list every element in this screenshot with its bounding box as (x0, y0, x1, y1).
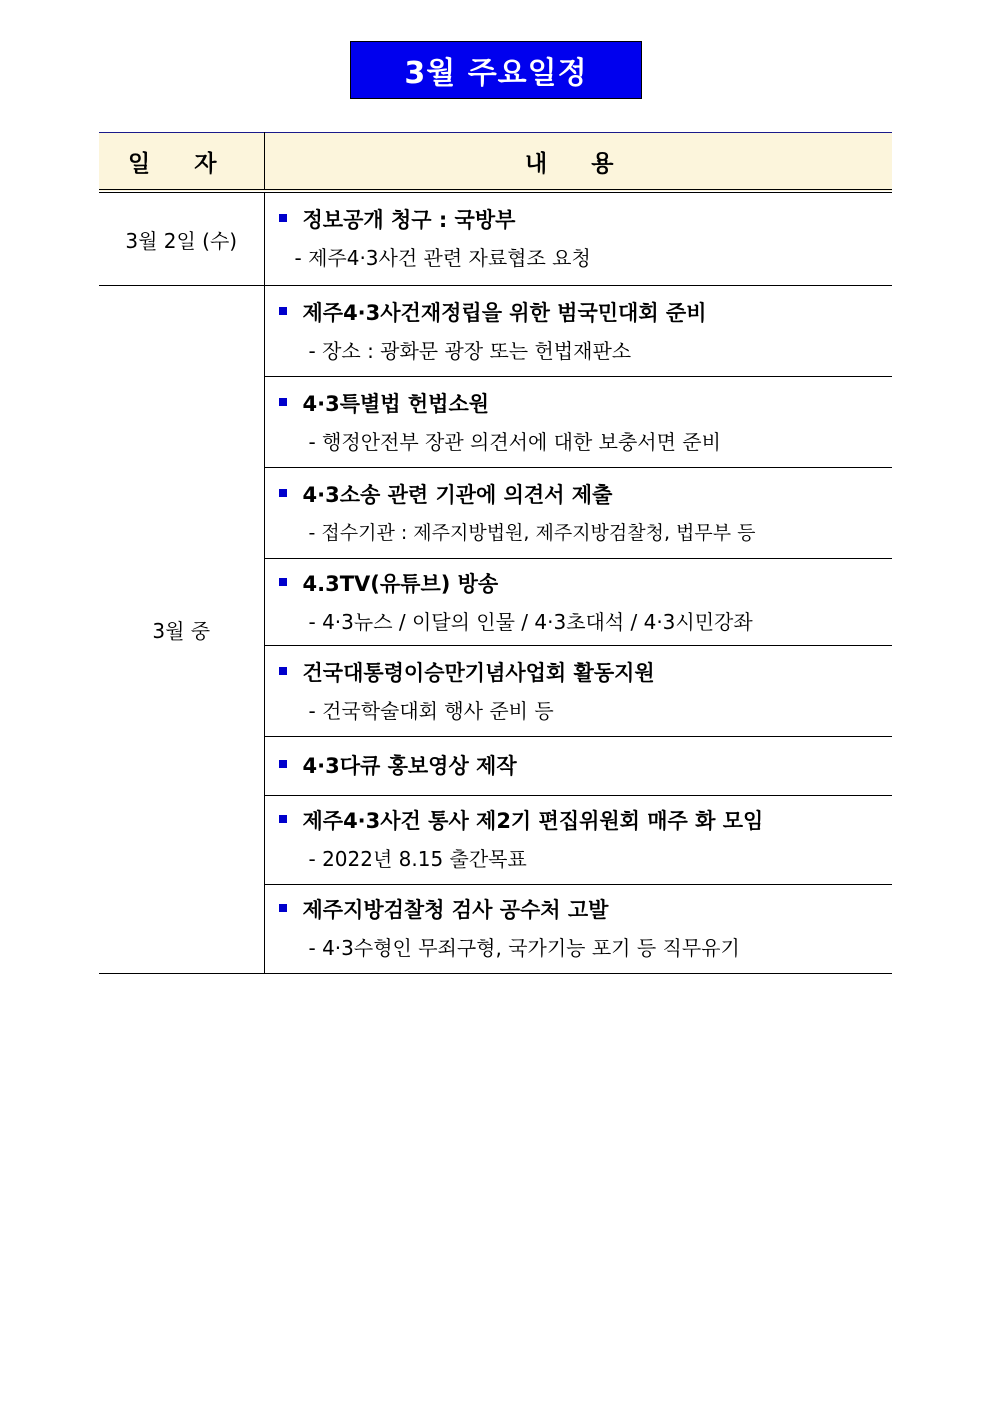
content-cell (264, 191, 892, 286)
item-heading: 4·3특별법 헌법소원 (279, 389, 893, 419)
header-content: 내 용 (264, 133, 892, 192)
item-detail: - 접수기관 : 제주지방법원, 제주지방검찰청, 법무부 등 (308, 522, 756, 544)
content-cell (264, 468, 892, 559)
item-heading: 건국대통령이승만기념사업회 활동지원 (279, 658, 893, 688)
table-row (99, 286, 892, 377)
item-heading: 정보공개 청구 : 국방부 (279, 205, 893, 235)
date-cell: 3월 2일 (수) (99, 191, 264, 286)
schedule-item (265, 737, 893, 795)
schedule-item (265, 559, 893, 645)
item-detail: - 2022년 8.15 출간목표 (308, 847, 527, 871)
title-box (350, 41, 642, 99)
item-heading: 제주4·3사건재정립을 위한 범국민대회 준비 (279, 298, 893, 328)
content-cell (264, 885, 892, 974)
square-bullet-icon (279, 667, 287, 675)
square-bullet-icon (279, 815, 287, 823)
item-heading: 4·3다큐 홍보영상 제작 (279, 751, 893, 781)
content-cell (264, 286, 892, 377)
table-row (99, 191, 892, 286)
schedule-item (265, 377, 893, 467)
square-bullet-icon (279, 760, 287, 768)
page-title: 3월 주요일정 (404, 56, 588, 91)
header-date: 일 자 (99, 133, 264, 192)
square-bullet-icon (279, 904, 287, 912)
square-bullet-icon (279, 398, 287, 406)
content-cell (264, 646, 892, 737)
schedule-item (265, 646, 893, 736)
item-heading: 4·3소송 관련 기관에 의견서 제출 (279, 480, 893, 510)
item-detail: - 행정안전부 장관 의견서에 대한 보충서면 준비 (308, 430, 721, 454)
square-bullet-icon (279, 214, 287, 222)
schedule-item (265, 885, 893, 973)
square-bullet-icon (279, 307, 287, 315)
item-detail: - 건국학술대회 행사 준비 등 (308, 699, 554, 723)
schedule-item (265, 796, 893, 884)
date-cell: 3월 중 (99, 286, 264, 974)
item-detail: - 4·3수형인 무죄구형, 국가기능 포기 등 직무유기 (308, 936, 740, 960)
item-detail: - 4·3뉴스 / 이달의 인물 / 4·3초대석 / 4·3시민강좌 (308, 610, 753, 634)
square-bullet-icon (279, 578, 287, 586)
item-detail: - 제주4·3사건 관련 자료협조 요청 (294, 246, 591, 270)
item-heading: 제주지방검찰청 검사 공수처 고발 (279, 895, 893, 925)
item-heading: 4.3TV(유튜브) 방송 (279, 569, 893, 599)
schedule-table (99, 132, 892, 974)
content-cell (264, 377, 892, 468)
item-heading: 제주4·3사건 통사 제2기 편집위원회 매주 화 모임 (279, 806, 893, 836)
content-cell (264, 796, 892, 885)
content-cell (264, 559, 892, 646)
schedule-item (265, 286, 893, 376)
table-header-row (99, 133, 892, 192)
schedule-item (265, 468, 893, 558)
square-bullet-icon (279, 489, 287, 497)
schedule-item (265, 193, 893, 285)
item-detail: - 장소 : 광화문 광장 또는 헌법재판소 (308, 339, 632, 363)
content-cell (264, 737, 892, 796)
